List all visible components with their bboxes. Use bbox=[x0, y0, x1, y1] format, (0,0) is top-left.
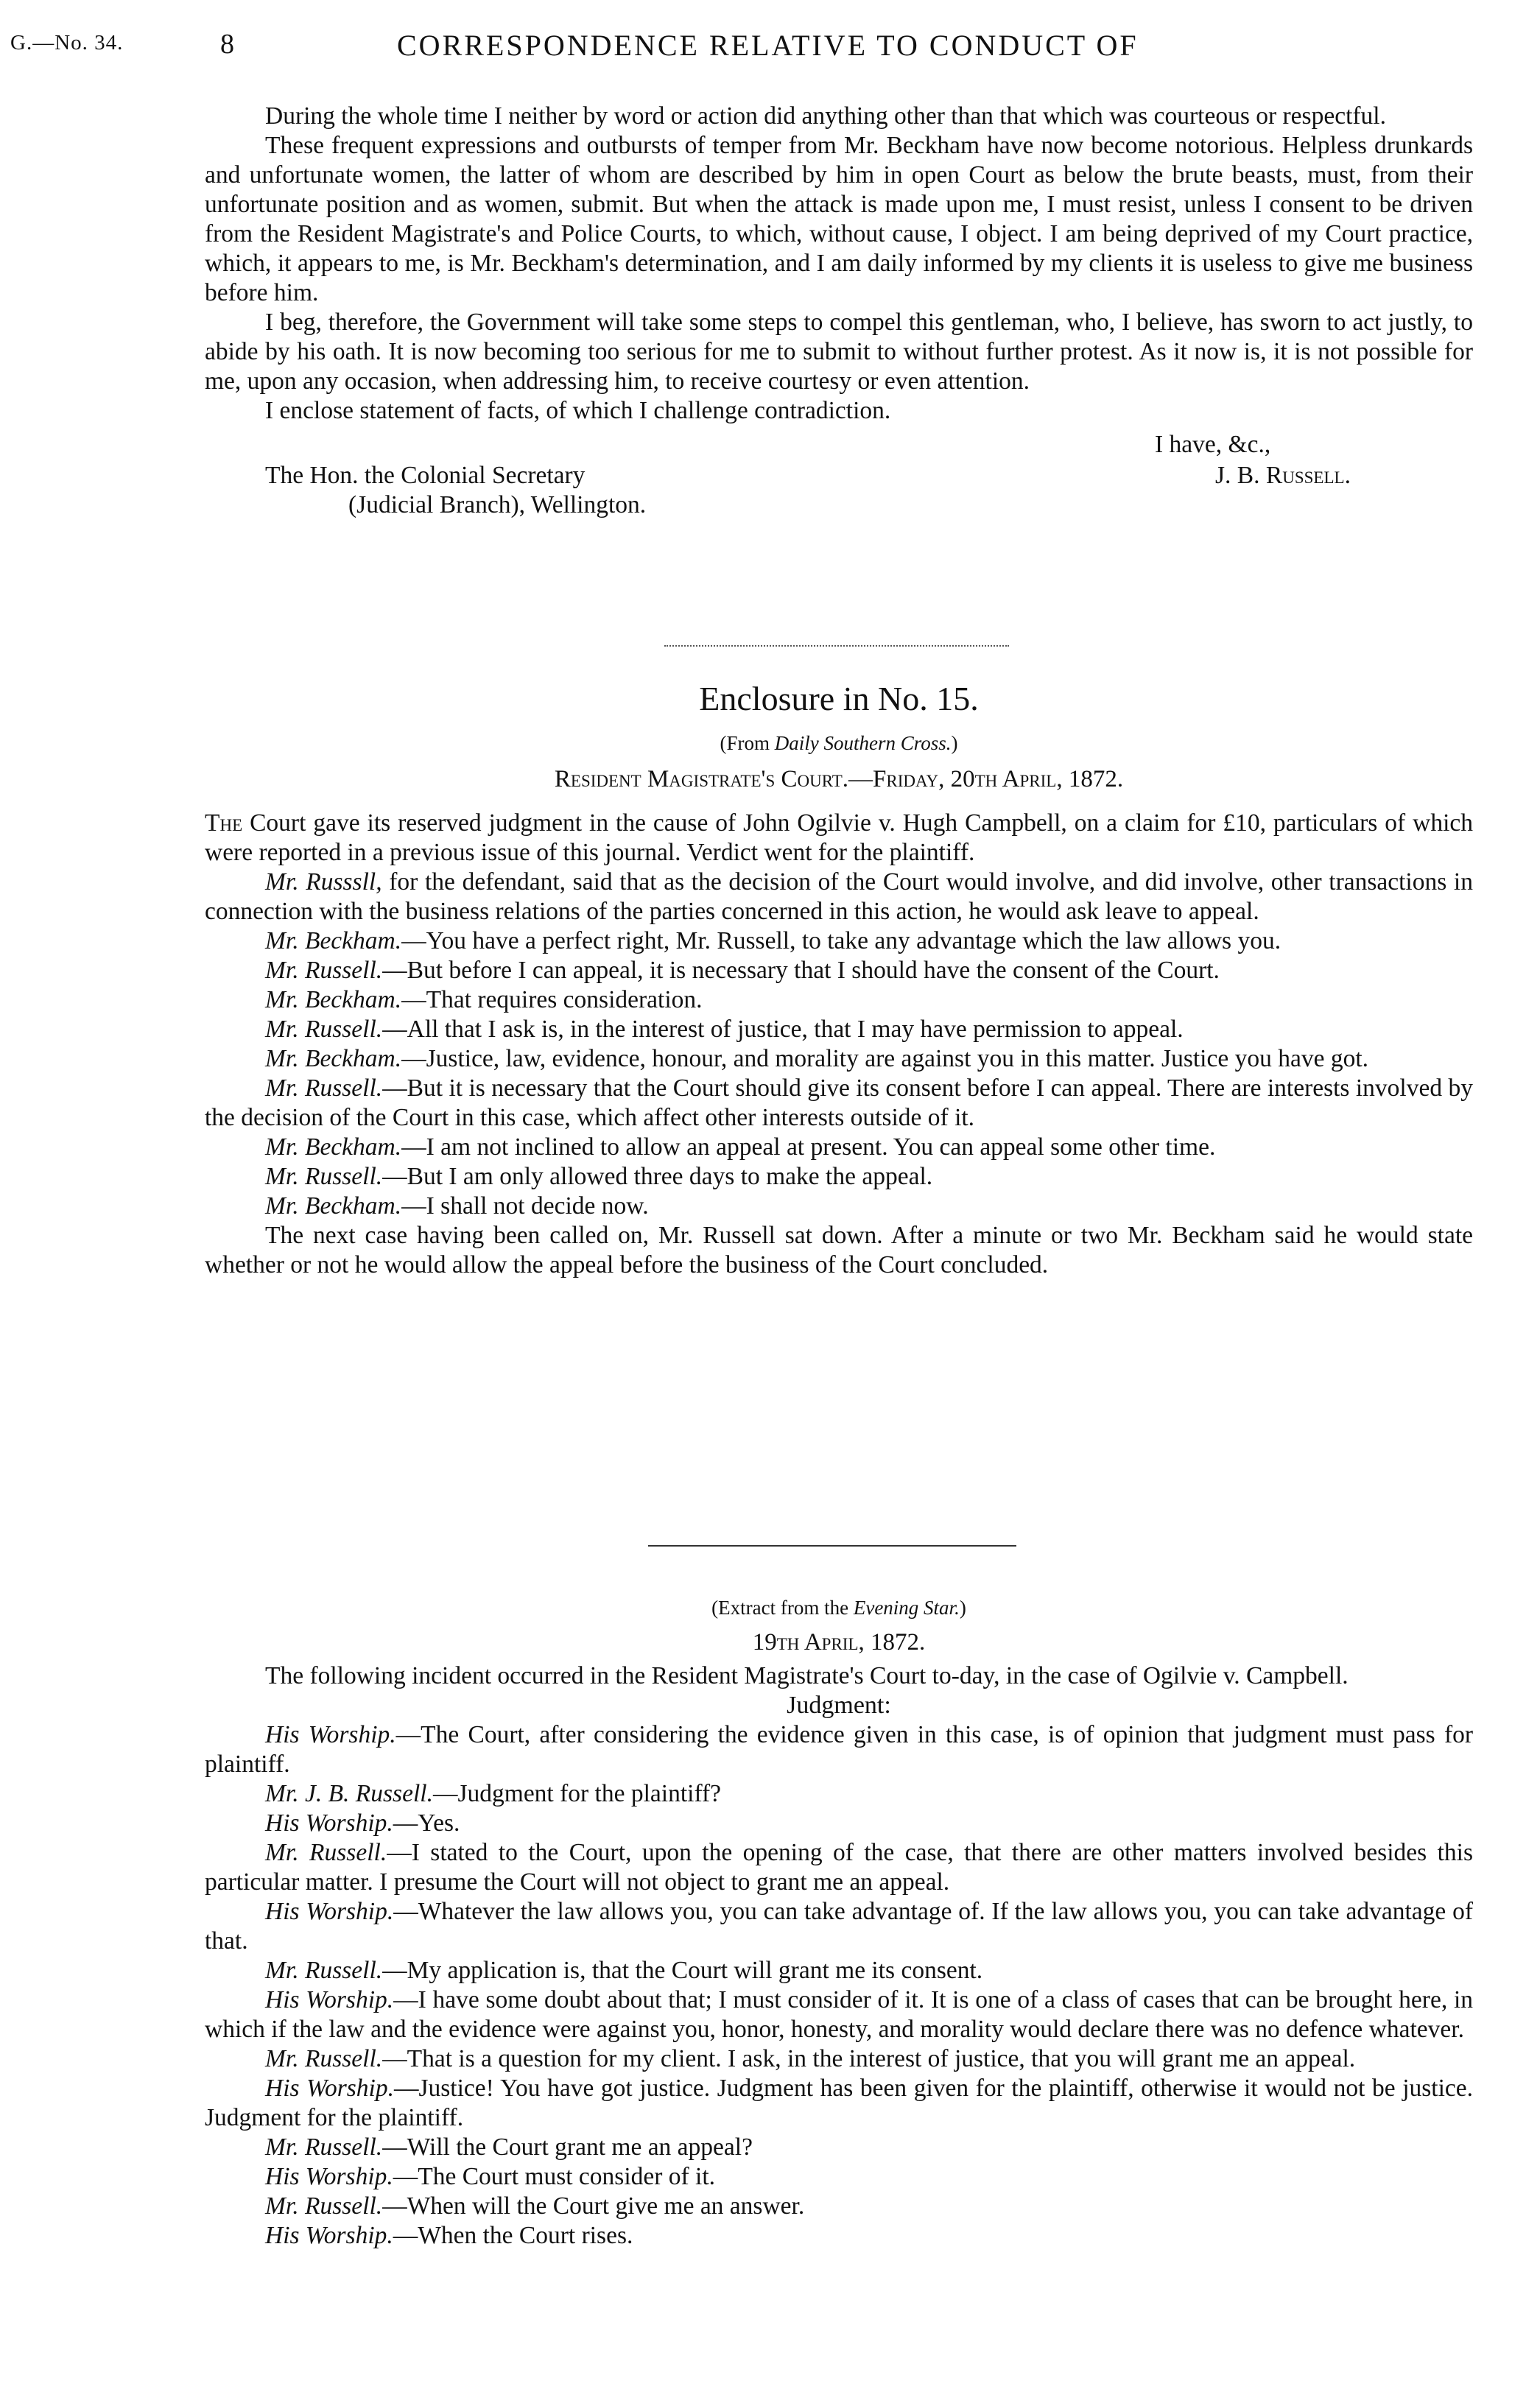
letter-paragraph: These frequent expressions and outbursts of temper from Mr. Beckham have now become notorious. Helpless drunkards and unfortunate women, the latter of whom are described by him in open Court as below the brute beasts, must, from their unfortunate position and as women, submit. But when the attack is made upon me, I must resist, unless I consent to be driven from the Resident Magistrate's and Police Courts, to which, without cause, I object. I am being deprived of my Court practice, which, it appears to me, is Mr. Beckham's determination, and I am daily informed by my clients it is useless to give me business before him. bbox=[205, 132, 1473, 306]
enclosure-title: Enclosure in No. 15. bbox=[699, 680, 979, 717]
letter-paragraph: I beg, therefore, the Government will take some steps to compel this gentleman, who, I believe, has sworn to act justly, to abide by his oath. It is now becoming too serious for me to submit to without further protest. As it now is, it is not possible for me, upon any occasion, when addressing him, to receive courtesy or even attention. bbox=[205, 309, 1473, 395]
exchange: Mr. Russell.—But before I can appeal, it is necessary that I should have the consent of the Court. bbox=[265, 957, 1220, 984]
letter-paragraph: I enclose statement of facts, of which I challenge contradiction. bbox=[265, 397, 891, 424]
exchange: His Worship.—Justice! You have got justice. Judgment has been given for the plaintiff, otherwise it would not be justice. Judgment for the plaintiff. bbox=[205, 2075, 1474, 2131]
exchange: His Worship.—Whatever the law allows you, you can take advantage of. If the law allows you, you can take advantage of that. bbox=[205, 1898, 1473, 1955]
extract-intro: The following incident occurred in the Resident Magistrate's Court to-day, in the case of Ogilvie v. Campbell. bbox=[265, 1662, 1349, 1689]
judgment-heading: Judgment: bbox=[787, 1692, 891, 1719]
enclosure-source: (From Daily Southern Cross.) bbox=[720, 732, 958, 754]
closing: I have, &c., bbox=[1155, 431, 1271, 458]
enclosure-body bbox=[205, 809, 1473, 1280]
court-line: Resident Magistrate's Court.—Friday, 20th April, 1872. bbox=[554, 766, 1124, 792]
page-number: 8 bbox=[220, 29, 234, 60]
document-reference: G.—No. 34. bbox=[10, 31, 124, 54]
exchange: Mr. Beckham.—That requires consideration. bbox=[265, 986, 703, 1013]
page-header bbox=[10, 28, 1454, 72]
letter-body bbox=[205, 102, 1473, 549]
exchange: Mr. Beckham.—Justice, law, evidence, honour, and morality are against you in this matter. Justice you have got. bbox=[265, 1045, 1369, 1072]
exchange: Mr. Beckham.—I shall not decide now. bbox=[265, 1192, 649, 1220]
section-divider bbox=[648, 1545, 1016, 1547]
addressee-line-2: (Judicial Branch), Wellington. bbox=[348, 491, 647, 518]
extract-source: (Extract from the Evening Star.) bbox=[711, 1597, 966, 1619]
exchange: His Worship.—When the Court rises. bbox=[265, 2222, 633, 2249]
letter-paragraph: During the whole time I neither by word or action did anything other than that which was courteous or respectful. bbox=[265, 102, 1386, 130]
exchange: Mr. Russell.—Will the Court grant me an appeal? bbox=[265, 2134, 753, 2161]
exchange: Mr. Beckham.—You have a perfect right, Mr. Russell, to take any advantage which the law allows you. bbox=[265, 927, 1281, 954]
exchange: Mr. Russell.—All that I ask is, in the interest of justice, that I may have permission to appeal. bbox=[265, 1016, 1184, 1043]
exchange: Mr. Russell.—That is a question for my client. I ask, in the interest of justice, that you will grant me an appeal. bbox=[265, 2045, 1356, 2072]
section-divider bbox=[664, 645, 1009, 647]
exchange: Mr. J. B. Russell.—Judgment for the plaintiff? bbox=[265, 1780, 722, 1807]
enclosure-closing: The next case having been called on, Mr. Russell sat down. After a minute or two Mr. Beckham said he would state whether or not he would allow the appeal before the business of the Court concluded. bbox=[205, 1222, 1473, 1278]
signature: J. B. Russell. bbox=[1215, 462, 1351, 489]
exchange: Mr. Russell.—My application is, that the Court will grant me its consent. bbox=[265, 1957, 983, 1984]
addressee: The Hon. the Colonial Secretary bbox=[265, 462, 586, 489]
exchange: His Worship.—The Court, after considering the evidence given in this case, is of opinion that judgment must pass for plaintiff. bbox=[205, 1721, 1474, 1778]
exchange: Mr. Russell.—But it is necessary that the Court should give its consent before I can appeal. There are interests involved by the decision of the Court in this case, which affect other interests outside of it. bbox=[205, 1074, 1473, 1131]
exchange: His Worship.—Yes. bbox=[265, 1809, 460, 1837]
exchange: Mr. Russsll, for the defendant, said that as the decision of the Court would involve, and did involve, other transactions in connection with the business relations of the parties concerned in this action, he would ask leave to appeal. bbox=[205, 868, 1473, 925]
exchange: Mr. Russell.—But I am only allowed three days to make the appeal. bbox=[265, 1163, 933, 1190]
extract-body bbox=[205, 1661, 1473, 2251]
enclosure-intro: The Court gave its reserved judgment in the cause of John Ogilvie v. Hugh Campbell, on a claim for £10, particulars of which were reported in a previous issue of this journal. Verdict went for the plaintiff. bbox=[205, 809, 1473, 866]
signature-block bbox=[205, 431, 1473, 549]
exchange: His Worship.—I have some doubt about that; I must consider of it. It is one of a class of cases that can be brought here, in which if the law and the evidence were against you, honor, honesty, and morality would declare there was no defence whatever. bbox=[205, 1986, 1473, 2043]
extract-date: 19th April, 1872. bbox=[752, 1629, 926, 1656]
exchange: Mr. Russell.—I stated to the Court, upon the opening of the case, that there are other matters involved besides this particular matter. I presume the Court will not object to grant me an appeal. bbox=[205, 1839, 1473, 1896]
running-title: CORRESPONDENCE RELATIVE TO CONDUCT OF bbox=[397, 29, 1139, 62]
exchange: His Worship.—The Court must consider of it. bbox=[265, 2163, 716, 2190]
exchange: Mr. Beckham.—I am not inclined to allow an appeal at present. You can appeal some other time. bbox=[265, 1133, 1216, 1161]
exchange: Mr. Russell.—When will the Court give me an answer. bbox=[265, 2192, 805, 2220]
